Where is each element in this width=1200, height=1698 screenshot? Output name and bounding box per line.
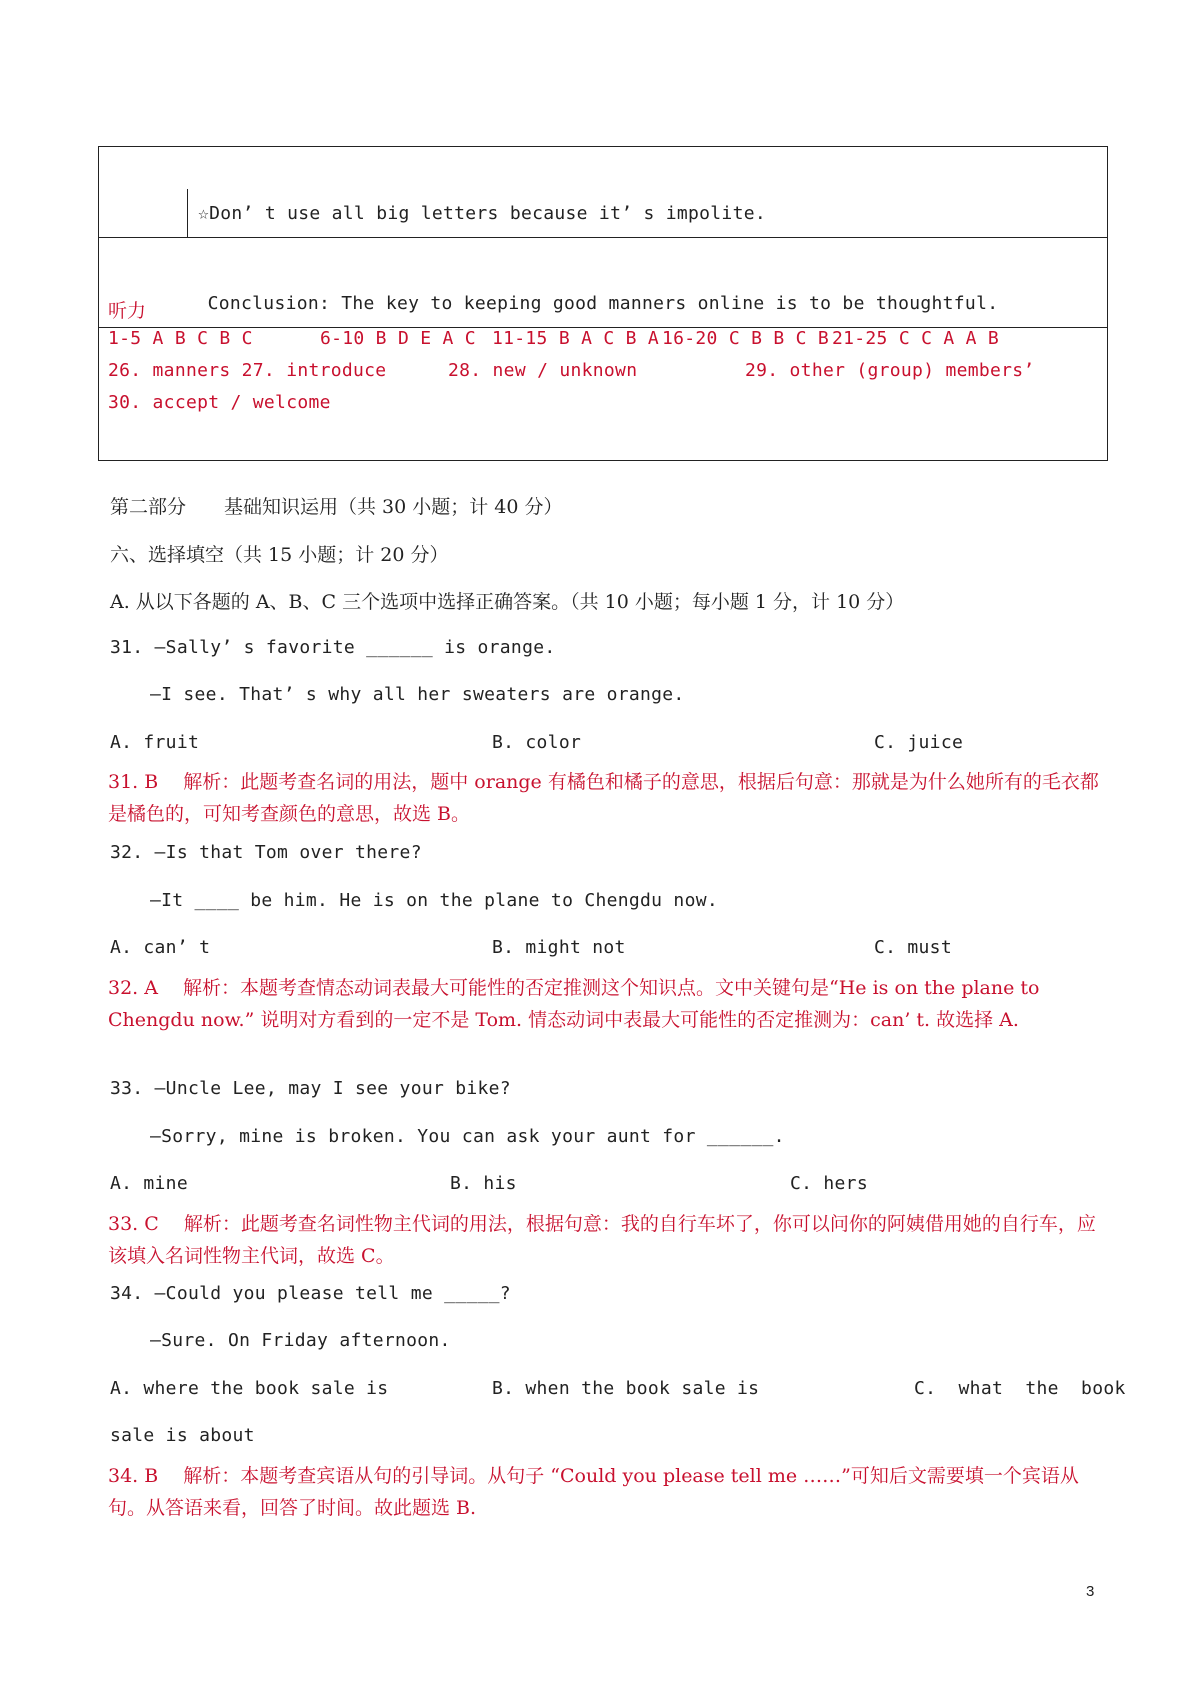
q32-answer-explanation: 32. A 解析：本题考查情态动词表最大可能性的否定推测这个知识点。文中关键句是“He is on the plane to Chengdu now.” 说明对方看到的一定不是 Tom. 情态动词中表最大可能性的否定推测为：can’ t. 故选择 A. xyxy=(108,977,1040,1031)
table-row xyxy=(99,189,1107,238)
manners-table xyxy=(98,146,1108,461)
table-cell-empty xyxy=(99,189,188,237)
q31-answer-explanation: 31. B 解析：此题考查名词的用法，题中 orange 有橘色和橘子的意思，根据后句意：那就是为什么她所有的毛衣都是橘色的，可知考查颜色的意思，故选 B。 xyxy=(108,771,1099,825)
listening-answers-28: 28. new / unknown xyxy=(448,360,638,381)
q32-line1: 32. —Is that Tom over there? xyxy=(110,842,422,863)
q32-option-b: B. might not xyxy=(492,937,626,958)
listening-heading: 听力 xyxy=(108,300,147,322)
q33-line1: 33. —Uncle Lee, may I see your bike? xyxy=(110,1078,511,1099)
page-number: 3 xyxy=(1086,1583,1095,1600)
q34-answer-explanation: 34. B 解析：本题考查宾语从句的引导词。从句子 “Could you please tell me ……”可知后文需要填一个宾语从句。从答语来看，回答了时间。故此题选 B. xyxy=(108,1465,1079,1519)
q31-line1: 31. —Sally’ s favorite ______ is orange. xyxy=(110,637,556,658)
listening-answers-29: 29. other (group) members’ xyxy=(745,360,1035,381)
part2-heading: 第二部分 基础知识运用（共 30 小题；计 40 分） xyxy=(110,496,563,518)
listening-answers-16-20: 16-20 C B B C B xyxy=(662,328,830,349)
q32-option-c: C. must xyxy=(874,937,952,958)
q33-option-c: C. hers xyxy=(790,1173,868,1194)
q33-line2: —Sorry, mine is broken. You can ask your aunt for ______. xyxy=(150,1126,785,1147)
sectionA-instruction: A. 从以下各题的 A、B、C 三个选项中选择正确答案。（共 10 小题；每小题 1 分，计 10 分） xyxy=(110,591,905,613)
listening-answers-6-10: 6-10 B D E A C xyxy=(320,328,476,349)
q31-option-b: B. color xyxy=(492,732,582,753)
section6-heading: 六、选择填空（共 15 小题；计 20 分） xyxy=(110,544,449,566)
table-row-conclusion: Conclusion: The key to keeping good manners online is to be thoughtful. xyxy=(99,280,1107,328)
q33-answer-explanation: 33. C 解析：此题考查名词性物主代词的用法，根据句意：我的自行车坏了，你可以问你的阿姨借用她的自行车，应该填入名词性物主代词，故选 C。 xyxy=(108,1213,1096,1267)
q34-option-b: B. when the book sale is xyxy=(492,1378,760,1399)
q31-line2: —I see. That’ s why all her sweaters are orange. xyxy=(150,684,685,705)
listening-answers-11-15: 11-15 B A C B A xyxy=(492,328,660,349)
q33-option-a: A. mine xyxy=(110,1173,188,1194)
q34-option-a: A. where the book sale is xyxy=(110,1378,389,1399)
listening-answers-26-27: 26. manners 27. introduce xyxy=(108,360,387,381)
q34-line2: —Sure. On Friday afternoon. xyxy=(150,1330,451,1351)
q31-option-a: A. fruit xyxy=(110,732,200,753)
q32-option-a: A. can’ t xyxy=(110,937,211,958)
listening-answers-1-5: 1-5 A B C B C xyxy=(108,328,253,349)
table-cell-tip: ☆Don’ t use all big letters because it’ s impolite. xyxy=(198,203,766,224)
listening-answers-21-25: 21-25 C C A A B xyxy=(832,328,1000,349)
q33-option-b: B. his xyxy=(450,1173,517,1194)
q32-line2: —It ____ be him. He is on the plane to Chengdu now. xyxy=(150,890,718,911)
q31-option-c: C. juice xyxy=(874,732,964,753)
q34-option-c: C. what the book xyxy=(914,1378,1126,1399)
q34-option-c-continued: sale is about xyxy=(110,1425,255,1446)
q34-line1: 34. —Could you please tell me _____? xyxy=(110,1283,511,1304)
listening-answers-30: 30. accept / welcome xyxy=(108,392,331,413)
